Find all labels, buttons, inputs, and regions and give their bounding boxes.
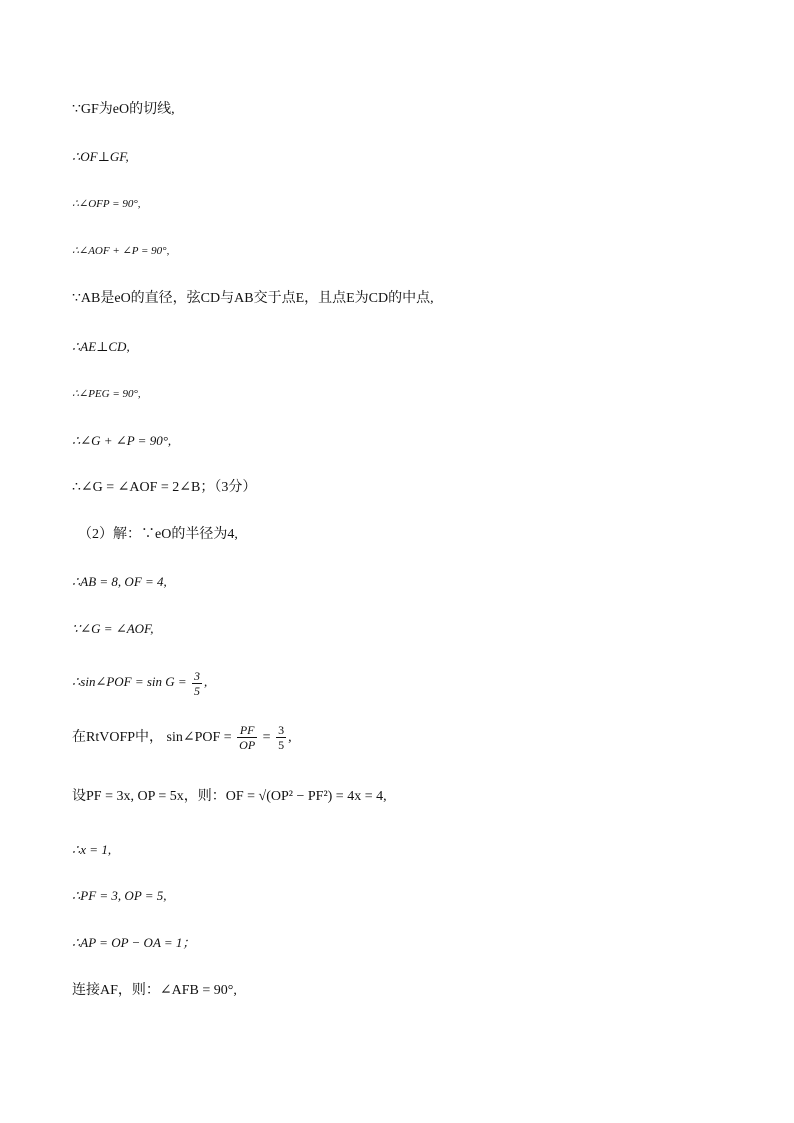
line-11-text: ∴AB = 8, OF = 4,: [72, 574, 167, 589]
fraction-numerator: 3: [193, 668, 200, 683]
line-5: [72, 287, 434, 311]
line-14: [72, 721, 292, 755]
fraction-3-5: [192, 669, 202, 698]
fraction-3-5-second: [276, 723, 286, 752]
line-13-text: ∴sin∠POF = sin G =: [72, 674, 190, 689]
line-2-text: ∴OF⊥GF,: [72, 149, 129, 164]
fraction-denominator: 5: [193, 683, 200, 698]
line-12-text: ∵∠G = ∠AOF,: [72, 621, 154, 636]
line-3-text: ∴∠OFP = 90°,: [72, 198, 141, 210]
line-3: [72, 192, 140, 216]
line-11: [72, 570, 167, 594]
line-8: [72, 429, 171, 453]
line-15-text: 设PF = 3x, OP = 5x，则：OF = √(OP² − PF²) = 4x = 4,: [72, 789, 387, 804]
line-17-text: ∴PF = 3, OP = 5,: [72, 888, 167, 903]
line-18: [72, 931, 195, 955]
line-16: [72, 838, 111, 862]
line-1-text: ∵GF为eO的切线,: [72, 102, 175, 117]
line-7-text: ∴∠PEG = 90°,: [72, 388, 141, 400]
line-2: [72, 145, 129, 169]
line-4-text: ∴∠AOF + ∠P = 90°,: [72, 245, 170, 257]
line-6-text: ∴AE⊥CD,: [72, 339, 130, 354]
line-8-text: ∴∠G + ∠P = 90°,: [72, 433, 172, 448]
line-9: [72, 476, 256, 500]
line-15: [72, 785, 387, 809]
fraction-pf-op: [237, 723, 257, 752]
fraction-denominator: 5: [278, 738, 285, 753]
line-6: [72, 335, 130, 359]
line-10-text: （2）解：∵eO的半径为4,: [78, 527, 238, 542]
line-4: [72, 239, 169, 263]
line-5-text: ∵AB是eO的直径，弦CD与AB交于点E，且点E为CD的中点,: [72, 291, 434, 306]
line-12: [72, 617, 154, 641]
line-19: [72, 979, 237, 1003]
line-9-text: ∴∠G = ∠AOF = 2∠B；（3分）: [72, 480, 257, 495]
line-14-tail: ,: [288, 730, 292, 745]
line-7: [72, 382, 141, 406]
fraction-numerator: 3: [278, 723, 285, 738]
fraction-denominator: OP: [239, 738, 256, 753]
line-19-text: 连接AF，则：∠AFB = 90°,: [72, 983, 237, 998]
line-10: [78, 523, 238, 547]
line-13-tail: ,: [203, 674, 208, 689]
line-16-text: ∴x = 1,: [72, 842, 112, 857]
fraction-numerator: PF: [237, 723, 257, 738]
line-17: [72, 884, 167, 908]
equals-sign: =: [259, 730, 275, 745]
line-13: [72, 665, 207, 699]
line-18-text: ∴AP = OP − OA = 1；: [72, 935, 196, 950]
line-14-text: 在RtVOFP中， sin∠POF =: [72, 730, 236, 745]
line-1: [72, 98, 175, 122]
